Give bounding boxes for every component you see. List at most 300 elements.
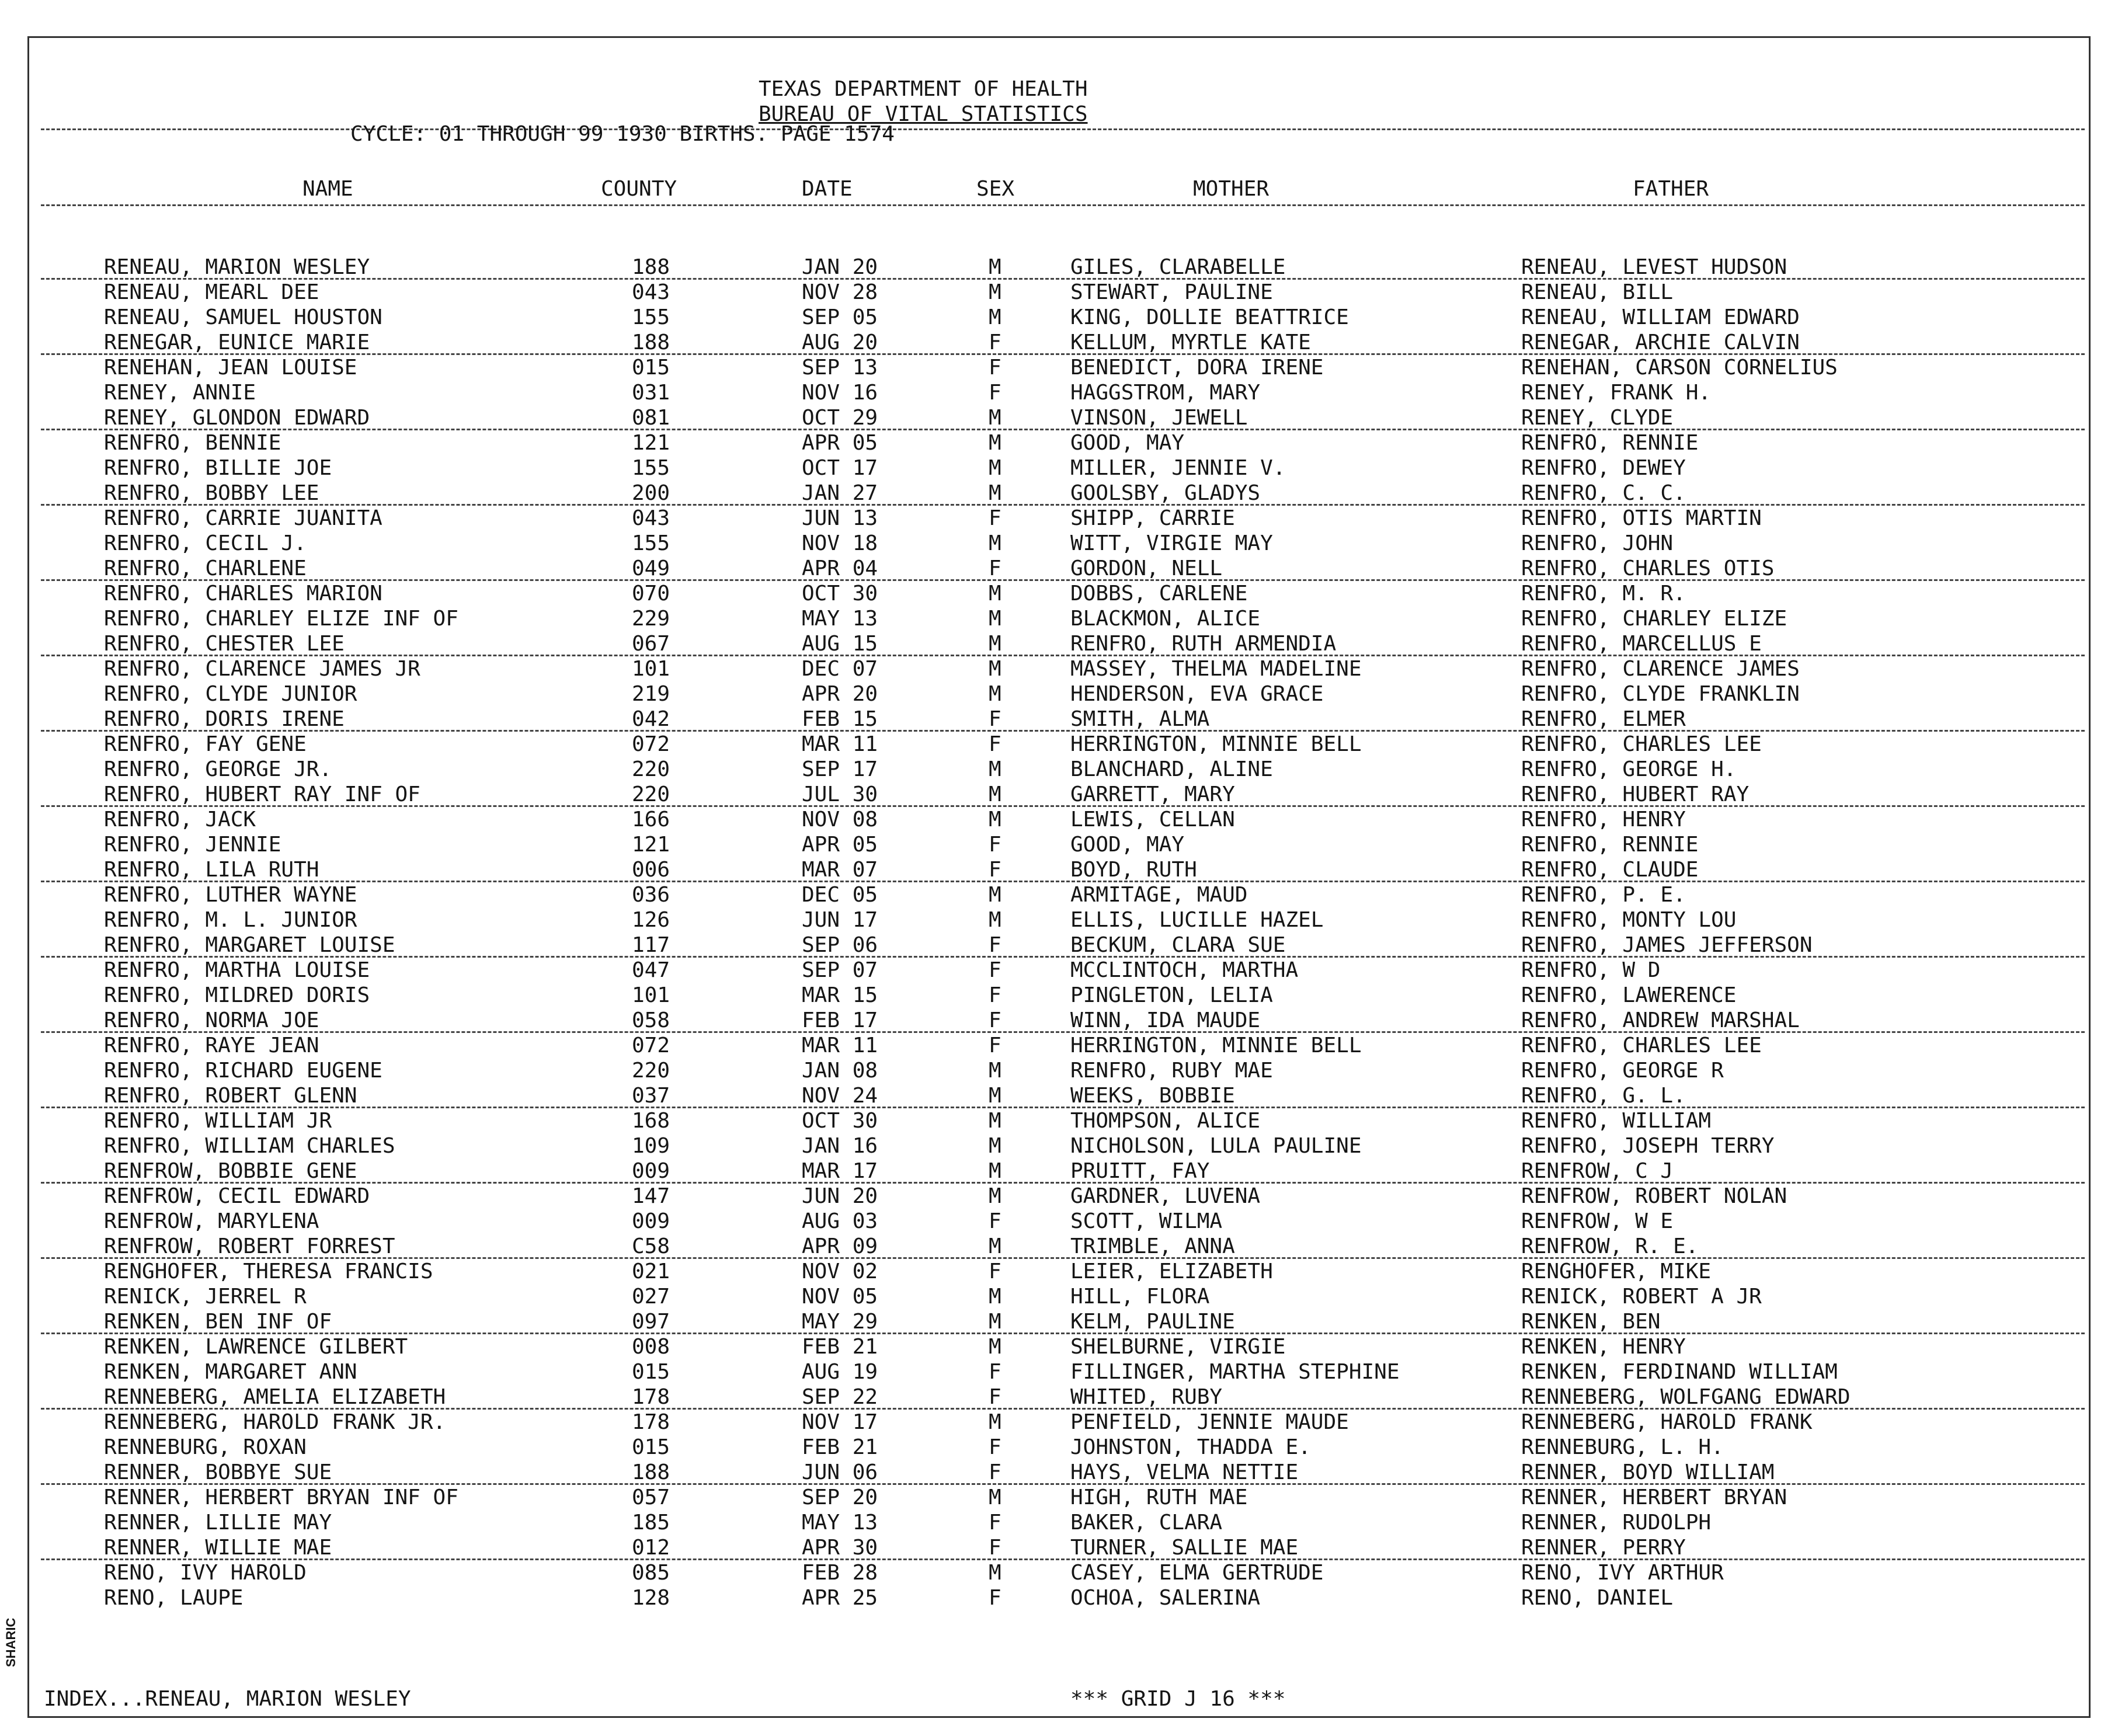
- cell-county: 031: [632, 381, 670, 405]
- cell-mother: RENFRO, RUBY MAE: [1070, 1059, 1273, 1083]
- cell-name: RENO, LAUPE: [104, 1586, 244, 1610]
- cell-county: 015: [632, 356, 670, 380]
- col-header-date: DATE: [802, 177, 853, 201]
- cell-county: 042: [632, 707, 670, 731]
- cell-county: 101: [632, 657, 670, 681]
- cell-date: SEP 05: [802, 305, 878, 329]
- cell-mother: WEEKS, BOBBIE: [1070, 1084, 1235, 1108]
- cell-name: RENNEBERG, AMELIA ELIZABETH: [104, 1385, 446, 1409]
- table-row: [0, 832, 2125, 857]
- table-row: [0, 1460, 2125, 1485]
- cell-name: RENFRO, RICHARD EUGENE: [104, 1059, 382, 1083]
- cell-name: RENFRO, FAY GENE: [104, 732, 307, 756]
- cell-date: AUG 19: [802, 1360, 878, 1384]
- cell-father: RENNER, HERBERT BRYAN: [1521, 1485, 1787, 1509]
- table-row: [0, 1234, 2125, 1259]
- cell-father: RENICK, ROBERT A JR: [1521, 1285, 1762, 1309]
- cell-county: 006: [632, 858, 670, 882]
- cell-date: APR 20: [802, 682, 878, 706]
- cell-county: 043: [632, 506, 670, 530]
- cell-county: 128: [632, 1586, 670, 1610]
- cell-sex: M: [989, 908, 1001, 932]
- cell-sex: F: [989, 833, 1001, 857]
- cell-county: 009: [632, 1209, 670, 1233]
- cell-name: RENKEN, LAWRENCE GILBERT: [104, 1335, 408, 1359]
- cell-name: RENFRO, CECIL J.: [104, 531, 307, 555]
- table-row: [0, 305, 2125, 330]
- cell-sex: F: [989, 1460, 1001, 1484]
- cell-name: RENNER, BOBBYE SUE: [104, 1460, 332, 1484]
- cell-county: 057: [632, 1485, 670, 1509]
- table-row: [0, 1560, 2125, 1585]
- cell-sex: M: [989, 255, 1001, 279]
- cell-county: 015: [632, 1360, 670, 1384]
- cell-father: RENFRO, HUBERT RAY: [1521, 782, 1750, 806]
- cell-date: OCT 30: [802, 582, 878, 606]
- cycle-line: CYCLE: 01 THROUGH 99 1930 BIRTHS. PAGE 1574: [350, 122, 895, 146]
- cell-mother: NICHOLSON, LULA PAULINE: [1070, 1134, 1362, 1158]
- cell-father: RENFRO, CHARLEY ELIZE: [1521, 607, 1787, 631]
- cell-father: RENFRO, CLAUDE: [1521, 858, 1699, 882]
- cell-date: OCT 30: [802, 1109, 878, 1133]
- cell-father: RENNEBERG, HAROLD FRANK: [1521, 1410, 1813, 1434]
- cell-father: RENFRO, CHARLES OTIS: [1521, 556, 1775, 580]
- cell-name: RENFRO, BOBBY LEE: [104, 481, 319, 505]
- cell-mother: BOYD, RUTH: [1070, 858, 1197, 882]
- table-row: [0, 1008, 2125, 1033]
- cell-sex: M: [989, 1084, 1001, 1108]
- col-header-county: COUNTY: [601, 177, 677, 201]
- cell-name: RENFRO, LUTHER WAYNE: [104, 883, 357, 907]
- cell-father: RENFRO, GEORGE H.: [1521, 757, 1737, 781]
- cell-date: JUN 17: [802, 908, 878, 932]
- table-row: [0, 1133, 2125, 1159]
- cell-mother: MILLER, JENNIE V.: [1070, 456, 1286, 480]
- table-row: [0, 1535, 2125, 1560]
- cell-county: 081: [632, 406, 670, 430]
- cell-name: RENEY, GLONDON EDWARD: [104, 406, 370, 430]
- cell-sex: F: [989, 381, 1001, 405]
- table-row: [0, 1284, 2125, 1309]
- cell-mother: TURNER, SALLIE MAE: [1070, 1536, 1299, 1560]
- table-row: [0, 330, 2125, 355]
- cell-name: RENFRO, ROBERT GLENN: [104, 1084, 357, 1108]
- cell-date: JUL 30: [802, 782, 878, 806]
- cell-sex: M: [989, 607, 1001, 631]
- cell-sex: M: [989, 406, 1001, 430]
- cell-mother: SMITH, ALMA: [1070, 707, 1210, 731]
- cell-father: RENFRO, DEWEY: [1521, 456, 1686, 480]
- cell-date: SEP 20: [802, 1485, 878, 1509]
- cell-date: JAN 08: [802, 1059, 878, 1083]
- cell-date: SEP 06: [802, 933, 878, 957]
- cell-sex: M: [989, 782, 1001, 806]
- cell-father: RENFRO, CLYDE FRANKLIN: [1521, 682, 1800, 706]
- cell-father: RENFRO, P. E.: [1521, 883, 1686, 907]
- cell-father: RENFRO, W D: [1521, 958, 1661, 982]
- cell-county: 072: [632, 1034, 670, 1057]
- cell-name: RENEAU, MEARL DEE: [104, 280, 319, 304]
- table-row: [0, 1410, 2125, 1435]
- cell-county: 036: [632, 883, 670, 907]
- cell-sex: M: [989, 757, 1001, 781]
- cell-date: APR 25: [802, 1586, 878, 1610]
- cell-date: JUN 20: [802, 1184, 878, 1208]
- cell-sex: M: [989, 280, 1001, 304]
- cell-mother: BENEDICT, DORA IRENE: [1070, 356, 1324, 380]
- cell-sex: M: [989, 456, 1001, 480]
- cell-name: RENFRO, GEORGE JR.: [104, 757, 332, 781]
- cell-name: RENFRO, WILLIAM JR: [104, 1109, 332, 1133]
- table-row: [0, 1510, 2125, 1535]
- cell-sex: M: [989, 1285, 1001, 1309]
- cell-father: RENNEBERG, WOLFGANG EDWARD: [1521, 1385, 1851, 1409]
- cell-name: RENFRO, M. L. JUNIOR: [104, 908, 357, 932]
- cell-sex: F: [989, 707, 1001, 731]
- cell-date: MAY 13: [802, 1511, 878, 1535]
- cell-mother: WITT, VIRGIE MAY: [1070, 531, 1273, 555]
- cell-mother: BECKUM, CLARA SUE: [1070, 933, 1286, 957]
- cell-county: 188: [632, 1460, 670, 1484]
- cell-date: SEP 07: [802, 958, 878, 982]
- cell-date: OCT 29: [802, 406, 878, 430]
- cell-date: APR 09: [802, 1234, 878, 1258]
- cell-county: 178: [632, 1385, 670, 1409]
- cell-father: RENEAU, WILLIAM EDWARD: [1521, 305, 1800, 329]
- cell-county: 178: [632, 1410, 670, 1434]
- cell-father: RENEAU, BILL: [1521, 280, 1674, 304]
- cell-name: RENFRO, CHESTER LEE: [104, 632, 345, 656]
- cell-mother: THOMPSON, ALICE: [1070, 1109, 1261, 1133]
- table-row: [0, 707, 2125, 732]
- table-row: [0, 807, 2125, 832]
- cell-name: RENFROW, BOBBIE GENE: [104, 1159, 357, 1183]
- cell-mother: LEIER, ELIZABETH: [1070, 1260, 1273, 1283]
- cell-date: SEP 17: [802, 757, 878, 781]
- cell-father: RENKEN, HENRY: [1521, 1335, 1686, 1359]
- cell-county: 109: [632, 1134, 670, 1158]
- cell-county: 085: [632, 1561, 670, 1585]
- cell-name: RENFRO, CLYDE JUNIOR: [104, 682, 357, 706]
- table-row: [0, 1184, 2125, 1209]
- cell-mother: GOOLSBY, GLADYS: [1070, 481, 1261, 505]
- cell-name: RENEGAR, EUNICE MARIE: [104, 330, 370, 354]
- table-row: [0, 983, 2125, 1008]
- cell-county: 166: [632, 808, 670, 832]
- cell-mother: WHITED, RUBY: [1070, 1385, 1223, 1409]
- cell-father: RENNER, BOYD WILLIAM: [1521, 1460, 1775, 1484]
- cell-county: 126: [632, 908, 670, 932]
- cell-sex: F: [989, 1034, 1001, 1057]
- cell-mother: GARDNER, LUVENA: [1070, 1184, 1261, 1208]
- cell-father: RENFRO, CLARENCE JAMES: [1521, 657, 1800, 681]
- table-row: [0, 1384, 2125, 1410]
- footer-index: INDEX...RENEAU, MARION WESLEY: [44, 1687, 411, 1711]
- table-row: [0, 1259, 2125, 1284]
- cell-father: RENFRO, OTIS MARTIN: [1521, 506, 1762, 530]
- cell-name: RENGHOFER, THERESA FRANCIS: [104, 1260, 433, 1283]
- cell-date: FEB 15: [802, 707, 878, 731]
- cell-mother: HILL, FLORA: [1070, 1285, 1210, 1309]
- cell-mother: BAKER, CLARA: [1070, 1511, 1223, 1535]
- cell-sex: F: [989, 958, 1001, 982]
- cell-sex: M: [989, 1134, 1001, 1158]
- cell-sex: M: [989, 1485, 1001, 1509]
- cell-county: 047: [632, 958, 670, 982]
- cell-father: RENFROW, C J: [1521, 1159, 1674, 1183]
- cell-name: RENFRO, CLARENCE JAMES JR: [104, 657, 420, 681]
- cell-county: 009: [632, 1159, 670, 1183]
- cell-father: RENFRO, GEORGE R: [1521, 1059, 1724, 1083]
- table-row: [0, 280, 2125, 305]
- side-label: SHARIC: [4, 1617, 18, 1667]
- cell-county: 097: [632, 1310, 670, 1334]
- cell-name: RENEAU, SAMUEL HOUSTON: [104, 305, 382, 329]
- cell-mother: GORDON, NELL: [1070, 556, 1223, 580]
- cell-sex: M: [989, 582, 1001, 606]
- cell-mother: DOBBS, CARLENE: [1070, 582, 1248, 606]
- cell-sex: F: [989, 1385, 1001, 1409]
- cell-father: RENKEN, FERDINAND WILLIAM: [1521, 1360, 1838, 1384]
- cell-mother: KELLUM, MYRTLE KATE: [1070, 330, 1311, 354]
- cell-father: RENFRO, HENRY: [1521, 808, 1686, 832]
- cell-sex: M: [989, 1234, 1001, 1258]
- cell-county: 188: [632, 330, 670, 354]
- cell-sex: M: [989, 481, 1001, 505]
- cell-father: RENFROW, W E: [1521, 1209, 1674, 1233]
- cell-name: RENFRO, BENNIE: [104, 431, 281, 455]
- cell-name: RENFROW, MARYLENA: [104, 1209, 319, 1233]
- cell-name: RENKEN, MARGARET ANN: [104, 1360, 357, 1384]
- cell-county: 220: [632, 782, 670, 806]
- cell-sex: M: [989, 431, 1001, 455]
- cell-father: RENFRO, C. C.: [1521, 481, 1686, 505]
- cell-county: 168: [632, 1109, 670, 1133]
- table-row: [0, 958, 2125, 983]
- table-row: [0, 1334, 2125, 1359]
- table-row: [0, 857, 2125, 882]
- table-row: [0, 1485, 2125, 1510]
- cell-mother: VINSON, JEWELL: [1070, 406, 1248, 430]
- cell-date: JAN 16: [802, 1134, 878, 1158]
- cell-sex: F: [989, 1536, 1001, 1560]
- cell-county: 101: [632, 983, 670, 1007]
- cell-father: RENFROW, ROBERT NOLAN: [1521, 1184, 1787, 1208]
- table-row: [0, 455, 2125, 481]
- cell-sex: M: [989, 632, 1001, 656]
- cell-county: 155: [632, 456, 670, 480]
- cell-mother: BLACKMON, ALICE: [1070, 607, 1261, 631]
- cell-date: OCT 17: [802, 456, 878, 480]
- cell-date: APR 04: [802, 556, 878, 580]
- cell-father: RENFRO, MONTY LOU: [1521, 908, 1737, 932]
- cell-date: NOV 02: [802, 1260, 878, 1283]
- cell-date: SEP 13: [802, 356, 878, 380]
- cell-name: RENFROW, CECIL EDWARD: [104, 1184, 370, 1208]
- table-row: [0, 255, 2125, 280]
- footer-grid: *** GRID J 16 ***: [1070, 1687, 1286, 1711]
- cell-date: AUG 15: [802, 632, 878, 656]
- cell-sex: M: [989, 1109, 1001, 1133]
- table-row: [0, 581, 2125, 606]
- cell-date: FEB 21: [802, 1335, 878, 1359]
- table-row: [0, 631, 2125, 656]
- cell-father: RENFRO, CHARLES LEE: [1521, 1034, 1762, 1057]
- cell-mother: STEWART, PAULINE: [1070, 280, 1273, 304]
- cell-sex: F: [989, 933, 1001, 957]
- cell-sex: F: [989, 1008, 1001, 1032]
- cell-mother: PENFIELD, JENNIE MAUDE: [1070, 1410, 1349, 1434]
- cell-sex: F: [989, 732, 1001, 756]
- cell-father: RENFRO, JOHN: [1521, 531, 1674, 555]
- cell-sex: M: [989, 531, 1001, 555]
- cell-name: RENNER, LILLIE MAY: [104, 1511, 332, 1535]
- cell-date: FEB 17: [802, 1008, 878, 1032]
- table-row: [0, 1083, 2125, 1108]
- cell-name: RENNEBERG, HAROLD FRANK JR.: [104, 1410, 446, 1434]
- cell-name: RENFRO, CHARLENE: [104, 556, 307, 580]
- cell-mother: GARRETT, MARY: [1070, 782, 1235, 806]
- cell-name: RENFRO, JACK: [104, 808, 256, 832]
- cell-father: RENEAU, LEVEST HUDSON: [1521, 255, 1787, 279]
- table-row: [0, 1359, 2125, 1384]
- cell-mother: RENFRO, RUTH ARMENDIA: [1070, 632, 1337, 656]
- cell-county: 188: [632, 255, 670, 279]
- cell-mother: GOOD, MAY: [1070, 431, 1185, 455]
- cell-name: RENFRO, JENNIE: [104, 833, 281, 857]
- table-row: [0, 1058, 2125, 1083]
- cell-date: JUN 06: [802, 1460, 878, 1484]
- cell-name: RENEAU, MARION WESLEY: [104, 255, 370, 279]
- cell-mother: HAGGSTROM, MARY: [1070, 381, 1261, 405]
- cell-name: RENKEN, BEN INF OF: [104, 1310, 332, 1334]
- cell-county: 008: [632, 1335, 670, 1359]
- cell-mother: ARMITAGE, MAUD: [1070, 883, 1248, 907]
- cell-mother: SHELBURNE, VIRGIE: [1070, 1335, 1286, 1359]
- table-row: [0, 681, 2125, 707]
- table-row: [0, 933, 2125, 958]
- table-row: [0, 1033, 2125, 1058]
- cell-mother: MCCLINTOCH, MARTHA: [1070, 958, 1299, 982]
- cell-sex: M: [989, 1410, 1001, 1434]
- table-row: [0, 606, 2125, 631]
- cell-name: RENEHAN, JEAN LOUISE: [104, 356, 357, 380]
- cell-father: RENNEBURG, L. H.: [1521, 1435, 1724, 1459]
- cell-sex: F: [989, 1260, 1001, 1283]
- cell-father: RENFRO, LAWERENCE: [1521, 983, 1737, 1007]
- cell-sex: F: [989, 983, 1001, 1007]
- cell-father: RENNER, PERRY: [1521, 1536, 1686, 1560]
- cell-mother: MASSEY, THELMA MADELINE: [1070, 657, 1362, 681]
- cell-sex: F: [989, 1209, 1001, 1233]
- cell-date: FEB 21: [802, 1435, 878, 1459]
- cell-county: 049: [632, 556, 670, 580]
- cell-name: RENFRO, LILA RUTH: [104, 858, 319, 882]
- cell-sex: M: [989, 682, 1001, 706]
- cell-date: JAN 20: [802, 255, 878, 279]
- cell-county: 220: [632, 1059, 670, 1083]
- cell-father: RENEHAN, CARSON CORNELIUS: [1521, 356, 1838, 380]
- cell-date: APR 30: [802, 1536, 878, 1560]
- col-header-father: FATHER: [1633, 177, 1709, 201]
- cell-date: MAR 11: [802, 732, 878, 756]
- cell-county: 147: [632, 1184, 670, 1208]
- table-row: [0, 782, 2125, 807]
- table-row: [0, 1209, 2125, 1234]
- cell-date: JAN 27: [802, 481, 878, 505]
- cell-mother: HERRINGTON, MINNIE BELL: [1070, 1034, 1362, 1057]
- cell-sex: F: [989, 506, 1001, 530]
- cell-county: 015: [632, 1435, 670, 1459]
- cell-sex: M: [989, 657, 1001, 681]
- cell-father: RENO, IVY ARTHUR: [1521, 1561, 1724, 1585]
- cell-father: RENFRO, M. R.: [1521, 582, 1686, 606]
- table-row: [0, 481, 2125, 506]
- cell-date: MAR 17: [802, 1159, 878, 1183]
- cell-date: NOV 08: [802, 808, 878, 832]
- cell-mother: PINGLETON, LELIA: [1070, 983, 1273, 1007]
- cell-mother: FILLINGER, MARTHA STEPHINE: [1070, 1360, 1400, 1384]
- cell-date: MAY 29: [802, 1310, 878, 1334]
- cell-county: 070: [632, 582, 670, 606]
- cell-date: DEC 05: [802, 883, 878, 907]
- table-row: [0, 757, 2125, 782]
- cell-county: 037: [632, 1084, 670, 1108]
- cell-name: RENFRO, HUBERT RAY INF OF: [104, 782, 420, 806]
- cell-father: RENFRO, JOSEPH TERRY: [1521, 1134, 1775, 1158]
- cell-date: NOV 17: [802, 1410, 878, 1434]
- cell-date: NOV 18: [802, 531, 878, 555]
- cell-county: 220: [632, 757, 670, 781]
- table-row: [0, 1108, 2125, 1133]
- cell-father: RENO, DANIEL: [1521, 1586, 1674, 1610]
- cell-name: RENFROW, ROBERT FORREST: [104, 1234, 395, 1258]
- table-row: [0, 1435, 2125, 1460]
- cell-mother: BLANCHARD, ALINE: [1070, 757, 1273, 781]
- cell-sex: M: [989, 1335, 1001, 1359]
- cell-mother: SHIPP, CARRIE: [1070, 506, 1235, 530]
- cell-county: 200: [632, 481, 670, 505]
- header-bureau: BUREAU OF VITAL STATISTICS: [759, 102, 1088, 126]
- cell-county: 121: [632, 833, 670, 857]
- table-row: [0, 355, 2125, 380]
- cell-father: RENGHOFER, MIKE: [1521, 1260, 1712, 1283]
- cell-sex: F: [989, 330, 1001, 354]
- cell-name: RENFRO, CHARLES MARION: [104, 582, 382, 606]
- cell-date: NOV 28: [802, 280, 878, 304]
- cell-county: 012: [632, 1536, 670, 1560]
- cell-name: RENNER, WILLIE MAE: [104, 1536, 332, 1560]
- cell-sex: M: [989, 883, 1001, 907]
- cell-mother: PRUITT, FAY: [1070, 1159, 1210, 1183]
- cell-mother: WINN, IDA MAUDE: [1070, 1008, 1261, 1032]
- cell-father: RENFROW, R. E.: [1521, 1234, 1699, 1258]
- cell-mother: HENDERSON, EVA GRACE: [1070, 682, 1324, 706]
- cell-county: 155: [632, 531, 670, 555]
- cell-date: SEP 22: [802, 1385, 878, 1409]
- cell-sex: M: [989, 1561, 1001, 1585]
- cell-father: RENEGAR, ARCHIE CALVIN: [1521, 330, 1800, 354]
- cell-county: 043: [632, 280, 670, 304]
- cell-mother: JOHNSTON, THADDA E.: [1070, 1435, 1311, 1459]
- cell-father: RENNER, RUDOLPH: [1521, 1511, 1712, 1535]
- cell-date: JUN 13: [802, 506, 878, 530]
- cell-name: RENNER, HERBERT BRYAN INF OF: [104, 1485, 458, 1509]
- cell-sex: F: [989, 1360, 1001, 1384]
- cell-father: RENFRO, CHARLES LEE: [1521, 732, 1762, 756]
- cell-sex: M: [989, 1310, 1001, 1334]
- cell-name: RENEY, ANNIE: [104, 381, 256, 405]
